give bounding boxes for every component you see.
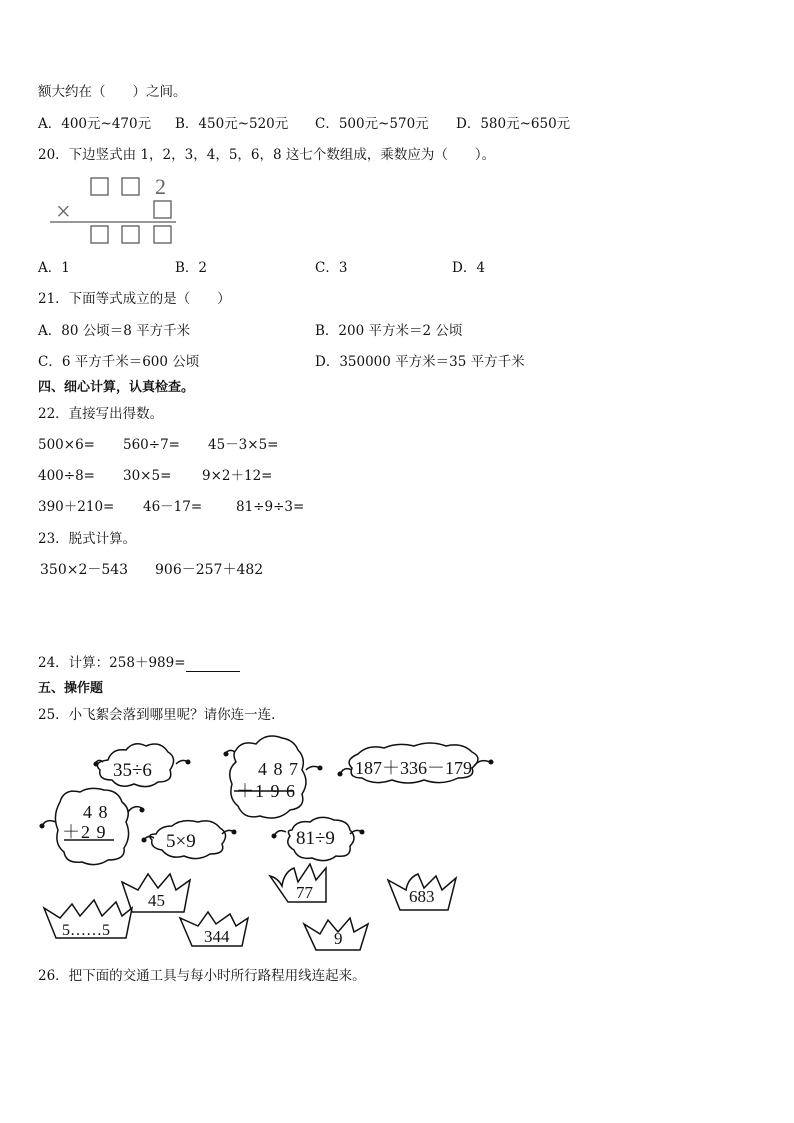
grass-text: 344 <box>204 927 230 946</box>
cloud-text: 4 8 7 <box>258 759 299 779</box>
q25-stem: 25．小飞絮会落到哪里呢？请你连一连． <box>38 707 285 723</box>
cloud-text: ＋1 9 6 <box>236 781 296 801</box>
blank-box <box>154 201 171 218</box>
blank-box <box>91 226 108 243</box>
times-sign: × <box>56 197 71 226</box>
grass-text: 45 <box>148 891 165 910</box>
q22-expression: 390＋210= <box>38 499 115 515</box>
cloud-text: 187＋336－179 <box>355 758 472 778</box>
q21-stem: 21．下面等式成立的是（ ） <box>38 291 231 307</box>
grass-text: 683 <box>409 887 435 906</box>
q19-option-c[interactable]: C．500元~570元 <box>315 116 429 132</box>
q24-row <box>38 654 240 672</box>
section-heading-5: 五、操作题 <box>38 681 104 696</box>
q23-stem: 23．脱式计算。 <box>38 531 137 547</box>
grass-text: 5……5 <box>62 922 110 939</box>
section-heading-4: 四、细心计算，认真检查。 <box>38 380 195 395</box>
q26-stem: 26．把下面的交通工具与每小时所行路程用线连起来。 <box>38 968 366 984</box>
cloud-text: 81÷9 <box>296 828 335 849</box>
q21-option-c[interactable]: C．6 平方千米＝600 公顷 <box>38 354 200 370</box>
q19-option-a[interactable]: A．400元~470元 <box>38 116 152 132</box>
q22-expression: 500×6= <box>38 437 95 453</box>
q20-stem: 20．下边竖式由 1，2，3，4，5，6，8 这七个数组成，乘数应为（ ）。 <box>38 147 496 163</box>
q22-expression: 400÷8= <box>38 468 95 484</box>
q20-option-b[interactable]: B．2 <box>175 260 208 276</box>
q25-matching-figure <box>0 730 520 960</box>
q19-option-b[interactable]: B．450元~520元 <box>175 116 289 132</box>
q22-expression: 30×5= <box>123 468 172 484</box>
blank-box <box>154 226 171 243</box>
q21-option-b[interactable]: B．200 平方米＝2 公顷 <box>315 323 463 339</box>
q19-option-d[interactable]: D．580元~650元 <box>456 116 571 132</box>
cloud-text: ＋2 9 <box>62 822 107 842</box>
q22-expression: 560÷7= <box>123 437 180 453</box>
q23-expression-2: 906－257＋482 <box>155 562 264 578</box>
cloud-text: 4 8 <box>83 802 109 822</box>
blank-box <box>91 178 108 195</box>
q22-expression: 9×2＋12= <box>202 468 273 484</box>
grass-text: 9 <box>334 929 343 948</box>
q24-answer-blank[interactable] <box>186 657 240 672</box>
blank-box <box>122 226 139 243</box>
q21-option-a[interactable]: A．80 公顷＝8 平方千米 <box>38 323 191 339</box>
q19-stem-continuation: 额大约在（ ）之间。 <box>38 84 187 100</box>
q22-expression: 45－3×5= <box>208 437 279 453</box>
q24-stem: 24．计算：258＋989= <box>38 655 186 671</box>
q22-expression: 81÷9÷3= <box>236 499 305 515</box>
q22-stem: 22．直接写出得数。 <box>38 406 164 422</box>
blank-box <box>122 178 139 195</box>
q23-expression-1: 350×2－543 <box>40 562 129 578</box>
q20-option-a[interactable]: A．1 <box>38 260 70 276</box>
q20-vertical-multiplication-figure <box>40 172 190 250</box>
q20-option-d[interactable]: D．4 <box>452 260 485 276</box>
grass-text: 77 <box>296 883 313 902</box>
cloud-text: 5×9 <box>166 831 196 852</box>
cloud-text: 35÷6 <box>113 760 152 781</box>
q22-expression: 46－17= <box>143 499 203 515</box>
q20-digit: 2 <box>155 174 166 199</box>
q21-option-d[interactable]: D．350000 平方米＝35 平方千米 <box>315 354 525 370</box>
q20-option-c[interactable]: C．3 <box>315 260 348 276</box>
